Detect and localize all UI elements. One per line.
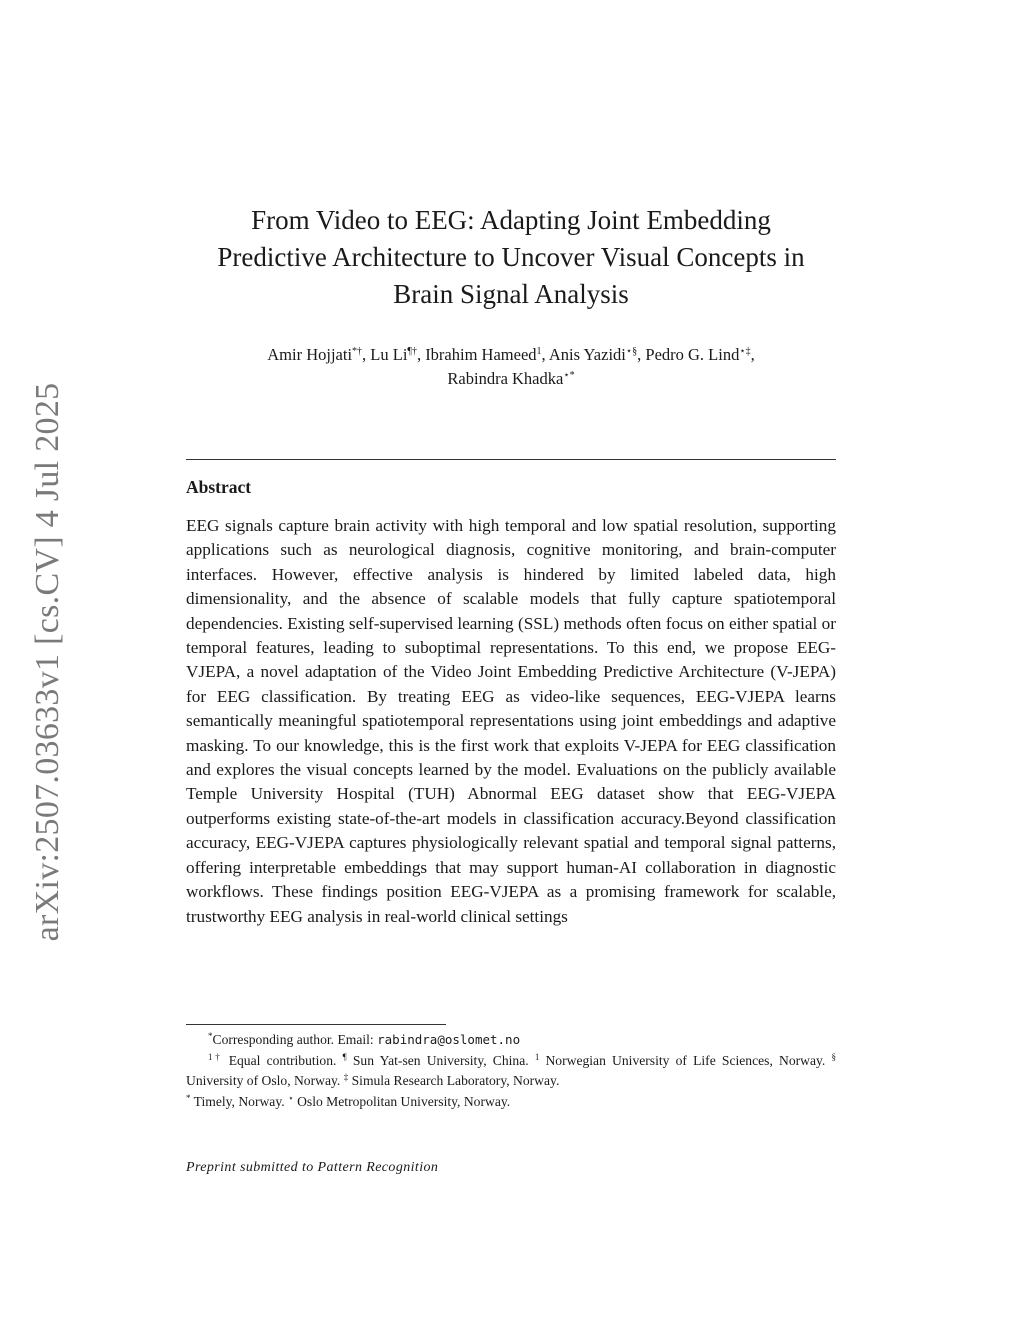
footnote-text: Norwegian University of Life Sciences, Norway. [539,1052,832,1068]
footnote-text: Equal contribution. [222,1052,343,1068]
preprint-note: Preprint submitted to Pattern Recognition [186,1160,439,1175]
footnote-mark: § [831,1051,836,1062]
paper-title [186,202,836,313]
author-name: Amir Hojjati [267,345,353,364]
author-affiliation-mark: ⋆§ [625,346,638,357]
footnote-text: Timely, Norway. [190,1093,289,1109]
abstract-top-rule [186,459,836,460]
footnote-text: Corresponding author. Email: [212,1032,378,1047]
title-line: From Video to EEG: Adapting Joint Embedding [251,205,771,235]
abstract-heading: Abstract [186,477,252,497]
footnote-mark: * [186,1092,191,1103]
corresponding-email-link[interactable]: rabindra@oslomet.no [377,1032,521,1047]
author-affiliation-mark: ⋆* [563,370,575,381]
author-separator: , [362,345,371,364]
author-affiliation-mark: *† [352,346,363,357]
footnote-mark: ¶ [342,1051,347,1062]
corresponding-author-note [186,1030,836,1051]
title-line: Predictive Architecture to Uncover Visual Concepts in [217,242,805,272]
affiliations-note [186,1051,836,1113]
author-separator: , [750,345,755,364]
author-separator: , [416,345,426,364]
footnote-mark: ‡ [343,1072,349,1082]
footnote-text: Sun Yat-sen University, China. [346,1052,535,1068]
abstract-text: EEG signals capture brain activity with high temporal and low spatial resolution, supporting applications such as neurological diagnosis, cognitive monitoring, and brain-computer interfaces. However, effective analysis is hindered by limited labeled data, high dimensionality, and the absence of scalable models that fully capture spatiotemporal dependencies. Existing self-supervised learning (SSL) methods often focus on either spatial or temporal features, leading to suboptimal representations. To this end, we propose EEG-VJEPA, a novel adaptation of the Video Joint Embedding Predictive Architecture (V-JEPA) for EEG classification. By treating EEG as video-like sequences, EEG-VJEPA learns semantically meaningful spatiotemporal representations using joint embeddings and adaptive masking. To our knowledge, this is the first work that exploits V-JEPA for EEG classification and explores the visual concepts learned by the model. Evaluations on the publicly available Temple University Hospital (TUH) Abnormal EEG dataset show that EEG-VJEPA outperforms existing state-of-the-art models in classification accuracy.Beyond classification accuracy, EEG-VJEPA captures physiologically relevant spatial and temporal signal patterns, offering interpretable embeddings that may support human-AI collaboration in diagnostic workflows. These findings position EEG-VJEPA as a promising framework for scalable, trustworthy EEG analysis in real-world clinical settings [186,516,836,926]
footnote-rule [186,1024,446,1025]
footnote-text: Oslo Metropolitan University, Norway. [293,1093,511,1109]
footnote-mark: 1† [208,1051,223,1062]
author-separator: , [637,345,646,364]
author-separator: , [541,345,549,364]
author-name: Pedro G. Lind [645,345,740,364]
footnote-mark: ⋆ [288,1092,294,1103]
author-affiliation-mark: ¶† [407,346,417,357]
author-list [186,343,836,391]
title-line: Brain Signal Analysis [393,279,629,309]
title-block [186,202,836,391]
abstract-section [186,474,836,929]
footnotes [186,1030,836,1112]
footnote-text: University of Oslo, Norway. [186,1073,344,1088]
footnote-mark: * [208,1031,213,1041]
author-name: Anis Yazidi [548,345,626,364]
footnote-text: Simula Research Laboratory, Norway. [348,1073,560,1088]
author-name: Rabindra Khadka [447,369,564,388]
author-name: Ibrahim Hameed [425,345,537,364]
author-affiliation-mark: ⋆‡ [739,346,751,357]
author-affiliation-mark: 1 [536,346,542,357]
footnote-mark: 1 [534,1051,540,1062]
author-name: Lu Li [370,345,408,364]
arxiv-identifier: arXiv:2507.03633v1 [cs.CV] 4 Jul 2025 [29,382,66,942]
